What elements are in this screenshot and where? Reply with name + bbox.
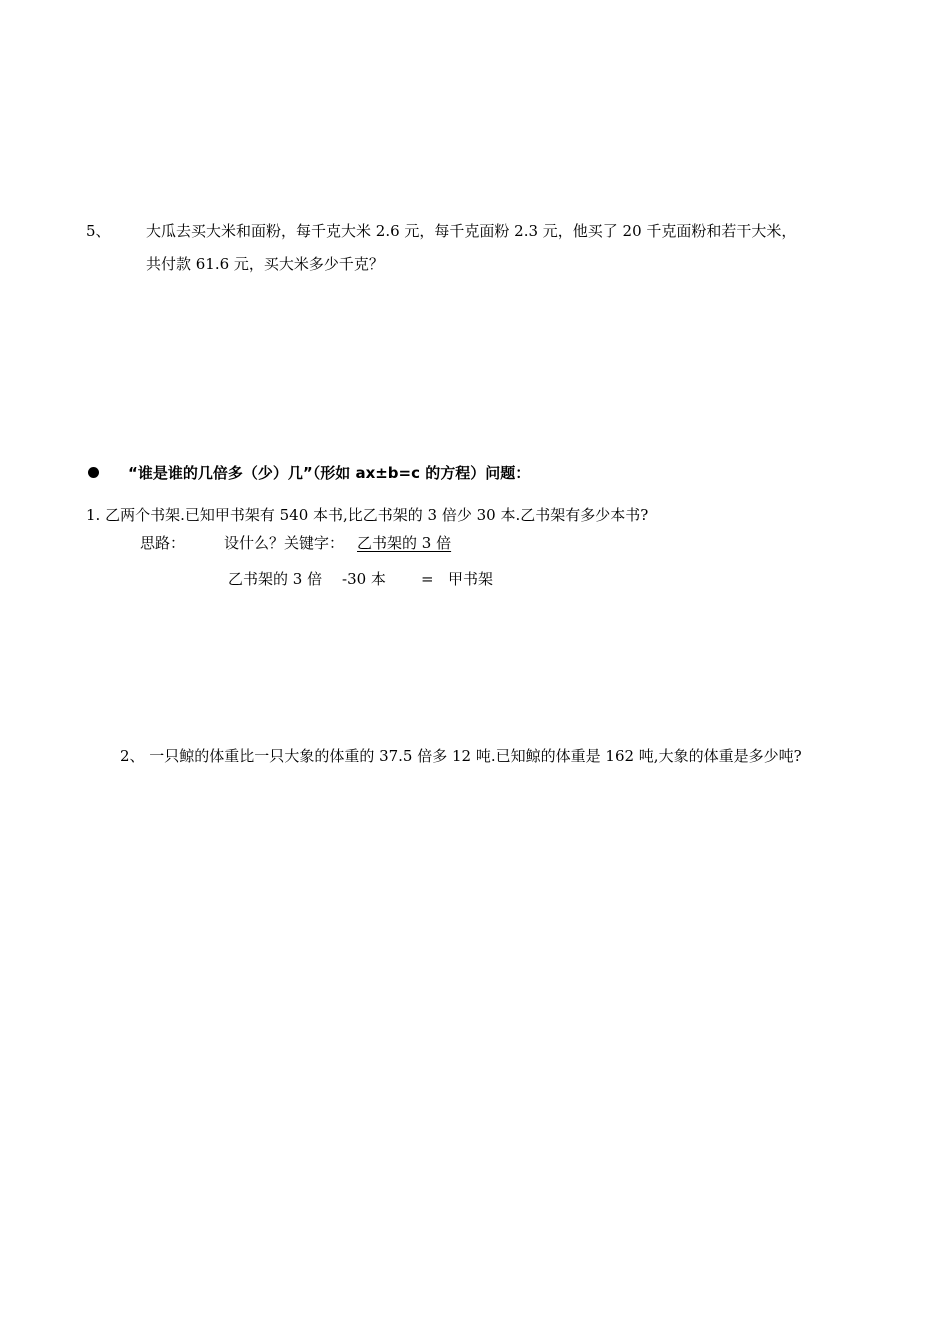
bullet-icon [88,467,99,478]
equation-term-3: 甲书架 [448,570,494,588]
hint-label: 思路： [140,534,186,552]
question-5-line-1: 大瓜去买大米和面粉，每千克大米 2.6 元，每千克面粉 2.3 元，他买了 20 千克面粉和若干大米， [146,222,797,240]
equation-term-2: -30 本 [342,570,386,588]
problem-2-text: 2、 一只鲸的体重比一只大象的体重的 37.5 倍多 12 吨.已知鲸的体重是 162 吨,大象的体重是多少吨? [120,747,802,765]
hint-keyword: 乙书架的 3 倍 [357,534,452,552]
question-5-line-2: 共付款 61.6 元，买大米多少千克？ [146,255,384,273]
equation-equals: = [421,570,434,588]
hint-question: 设什么？关键字： [224,534,345,552]
section-title: “谁是谁的几倍多（少）几”（形如 ax±b=c 的方程）问题： [128,464,531,482]
problem-1-text: 1. 乙两个书架.已知甲书架有 540 本书,比乙书架的 3 倍少 30 本.乙书架有多少本书? [86,506,649,524]
question-5-number: 5、 [86,222,111,240]
equation-term-1: 乙书架的 3 倍 [228,570,323,588]
